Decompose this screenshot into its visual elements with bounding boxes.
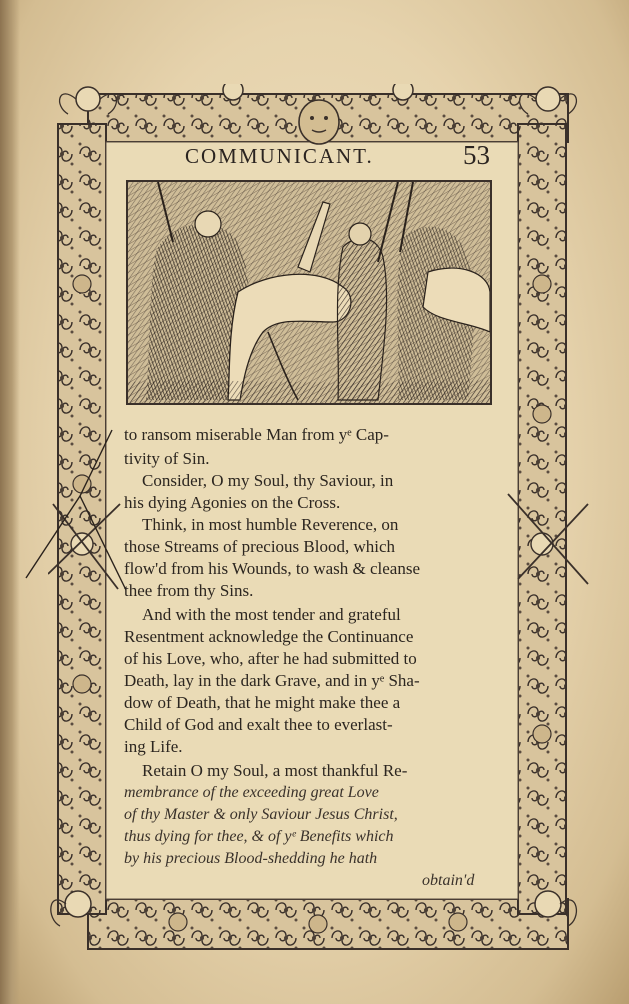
text-line: his dying Agonies on the Cross. (124, 493, 341, 512)
text-line: dow of Death, that he might make thee a (124, 693, 401, 712)
body-text (122, 423, 498, 893)
text-line: tivity of Sin. (124, 449, 210, 468)
page-number: 53 (463, 140, 490, 170)
text-line: ing Life. (124, 737, 183, 756)
text-line-italic: thus dying for thee, & of yᵉ Benefits which (124, 828, 394, 845)
text-line: Child of God and exalt thee to everlast- (124, 715, 393, 734)
text-line: Consider, O my Soul, thy Saviour, in (142, 471, 394, 490)
text-line: to ransom miserable Man from yᵉ Cap- (124, 425, 389, 444)
text-line-italic: membrance of the exceeding great Love (124, 784, 379, 801)
text-line: flow'd from his Wounds, to wash & cleanse (124, 559, 421, 578)
text-line-italic: of thy Master & only Saviour Jesus Christ, (124, 806, 398, 823)
running-header (185, 140, 505, 178)
text-line-italic: by his precious Blood-shedding he hath (124, 850, 378, 867)
text-line: Death, lay in the dark Grave, and in yᵉ Sha- (124, 671, 420, 690)
book-gutter (0, 0, 20, 1004)
text-line: Resentment acknowledge the Continuance (124, 627, 414, 646)
text-line: thee from thy Sins. (124, 581, 254, 600)
text-line: those Streams of precious Blood, which (124, 537, 396, 556)
margin-annotation-mark (22, 428, 132, 598)
running-title: COMMUNICANT. (185, 144, 374, 168)
text-line: And with the most tender and grateful (142, 605, 401, 624)
catchword: obtain'd (422, 872, 475, 889)
engraving-illustration (126, 180, 492, 405)
text-line: of his Love, who, after he had submitted to (124, 649, 417, 668)
text-line: Think, in most humble Reverence, on (142, 515, 399, 534)
text-line: Retain O my Soul, a most thankful Re- (142, 761, 408, 780)
engraving-svg (128, 182, 490, 403)
